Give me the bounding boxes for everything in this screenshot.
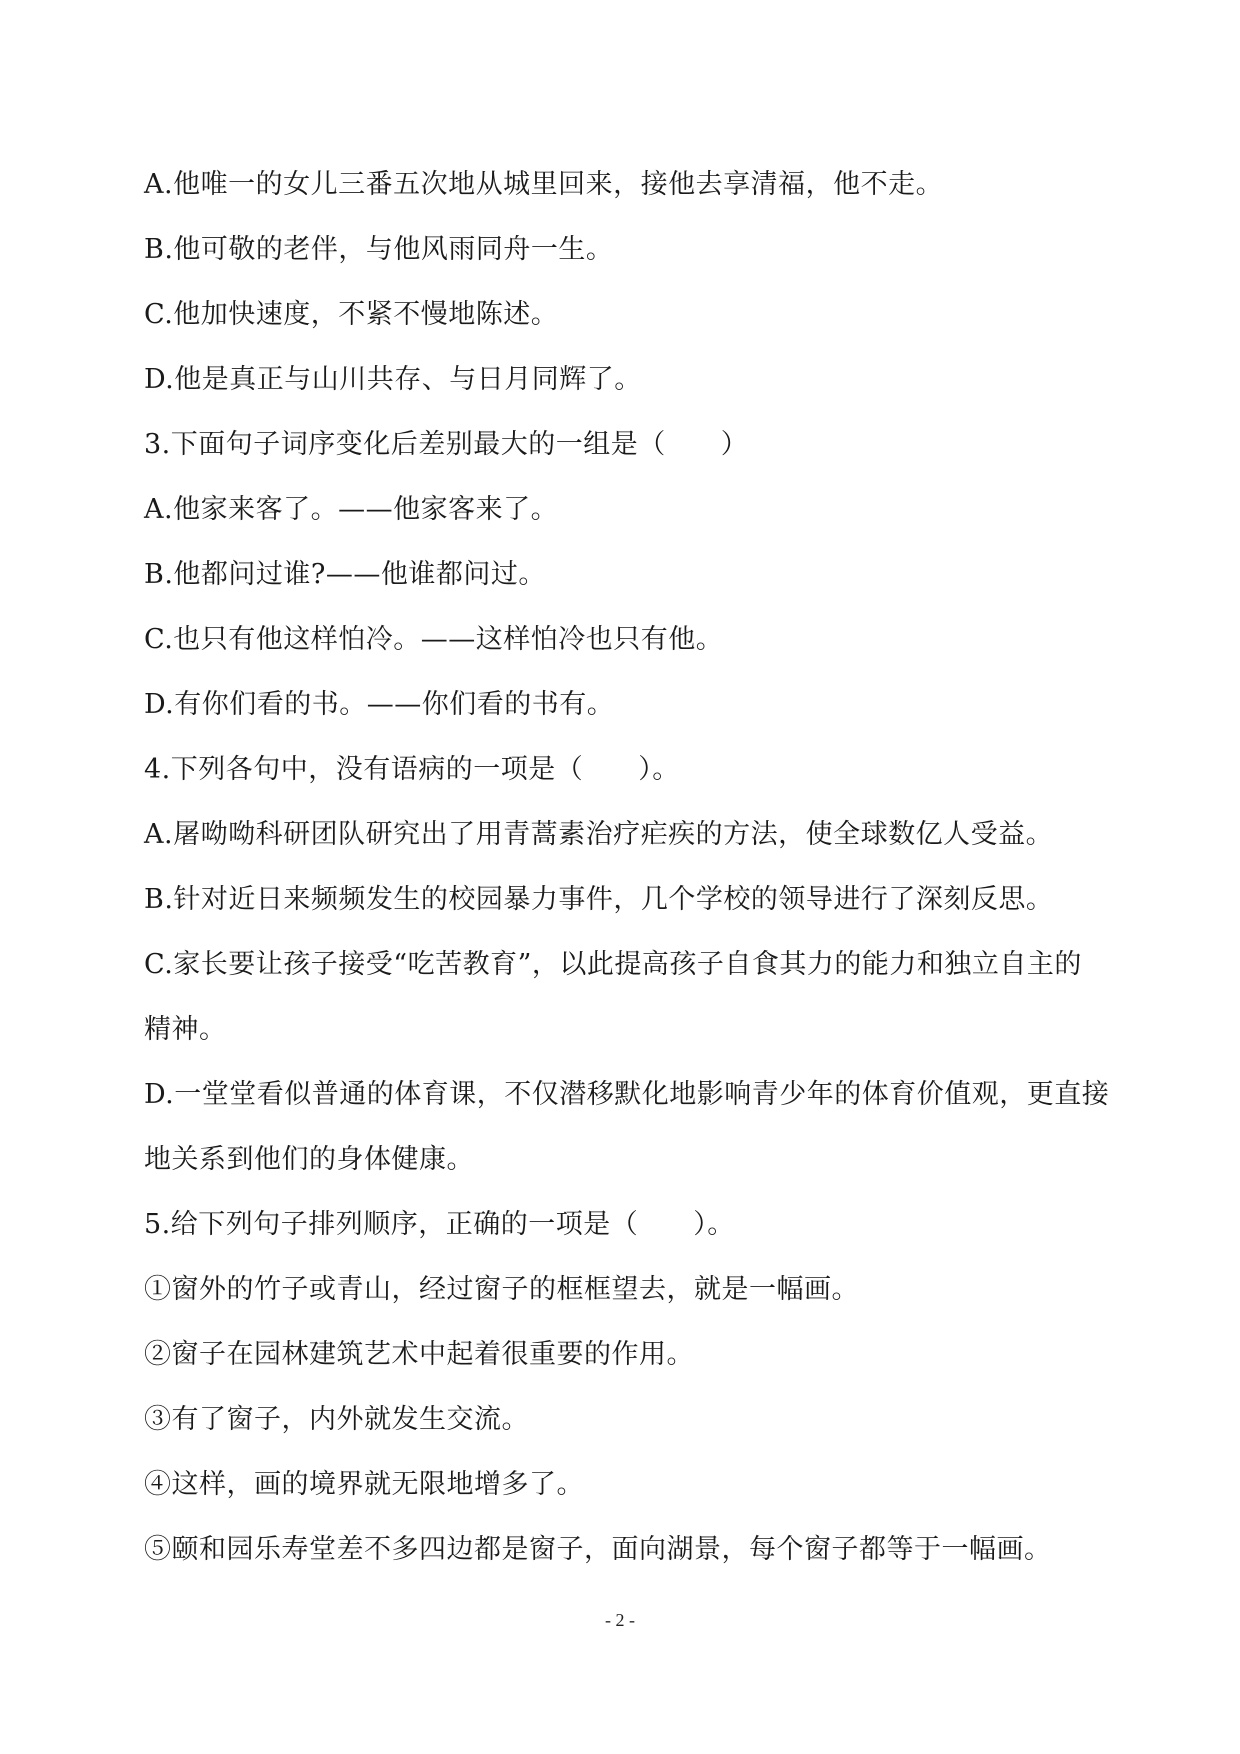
page-number: - 2 - — [605, 1610, 635, 1630]
question-5-sentence-3: ③有了窗子，内外就发生交流。 — [144, 1404, 529, 1435]
question-4-option-c: C.家长要让孩子接受“吃苦教育”，以此提高孩子自食其力的能力和独立自主的 — [144, 949, 1082, 980]
question-4-option-b: B.针对近日来频频发生的校园暴力事件，几个学校的领导进行了深刻反思。 — [144, 884, 1054, 915]
question-3-option-d: D.有你们看的书。——你们看的书有。 — [144, 689, 615, 720]
question-2-option-a: A.他唯一的女儿三番五次地从城里回来，接他去享清福，他不走。 — [144, 169, 944, 200]
question-2-option-b: B.他可敬的老伴，与他风雨同舟一生。 — [144, 234, 614, 265]
question-5-stem: 5.给下列句子排列顺序，正确的一项是（ ）。 — [144, 1209, 735, 1240]
question-4-stem: 4.下列各句中，没有语病的一项是（ ）。 — [144, 754, 680, 785]
question-2-option-d: D.他是真正与山川共存、与日月同辉了。 — [144, 364, 642, 395]
question-3-option-a: A.他家来客了。——他家客来了。 — [144, 494, 559, 525]
question-4-option-c-cont: 精神。 — [144, 1014, 227, 1045]
question-3-option-b: B.他都问过谁?——他谁都问过。 — [144, 559, 546, 590]
question-4-option-d: D.一堂堂看似普通的体育课，不仅潜移默化地影响青少年的体育价值观，更直接 — [144, 1079, 1110, 1110]
question-3-stem: 3.下面句子词序变化后差别最大的一组是（ ） — [144, 429, 749, 460]
question-5-sentence-4: ④这样，画的境界就无限地增多了。 — [144, 1469, 584, 1500]
question-3-option-c: C.也只有他这样怕冷。——这样怕冷也只有他。 — [144, 624, 724, 655]
question-4-option-d-cont: 地关系到他们的身体健康。 — [144, 1144, 474, 1175]
question-5-sentence-2: ②窗子在园林建筑艺术中起着很重要的作用。 — [144, 1339, 694, 1370]
question-2-option-c: C.他加快速度，不紧不慢地陈述。 — [144, 299, 559, 330]
question-5-sentence-5: ⑤颐和园乐寿堂差不多四边都是窗子，面向湖景，每个窗子都等于一幅画。 — [144, 1534, 1052, 1565]
question-5-sentence-1: ①窗外的竹子或青山，经过窗子的框框望去，就是一幅画。 — [144, 1274, 859, 1305]
question-4-option-a: A.屠呦呦科研团队研究出了用青蒿素治疗疟疾的方法，使全球数亿人受益。 — [144, 819, 1054, 850]
